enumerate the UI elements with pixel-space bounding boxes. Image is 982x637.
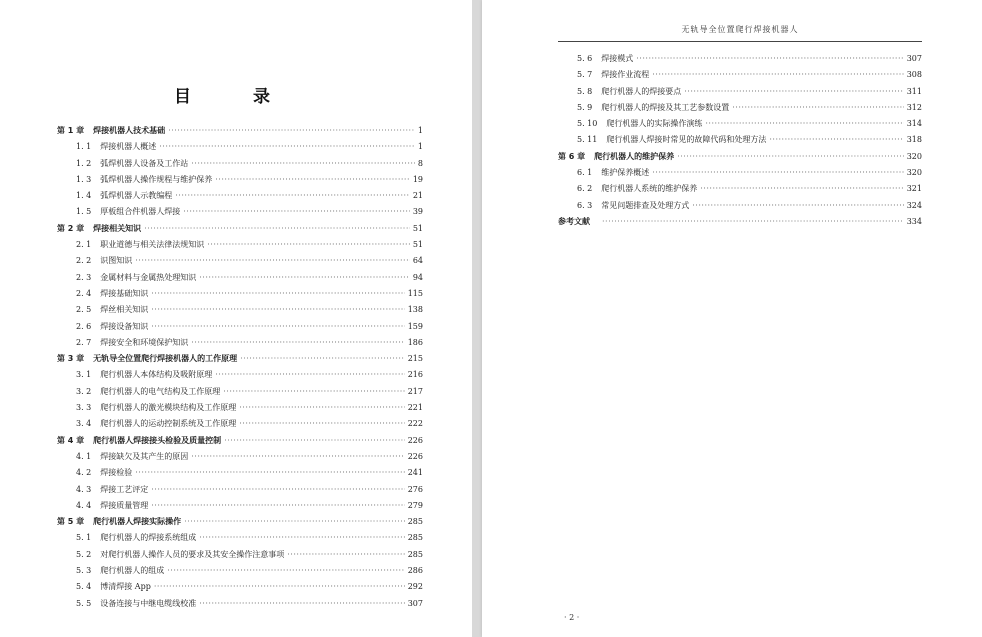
toc-entry-title: 焊接相关知识 [93, 223, 142, 233]
toc-section-entry[interactable] [558, 116, 922, 132]
toc-chapter-entry[interactable] [57, 351, 423, 367]
toc-entry-number: 5. 5 [76, 598, 92, 608]
toc-leader-dots [652, 67, 903, 83]
toc-section-entry[interactable] [57, 172, 423, 188]
toc-section-entry[interactable] [57, 367, 423, 383]
toc-entry-number: 4. 3 [76, 484, 92, 494]
toc-entry-page: 51 [412, 240, 423, 250]
toc-entry-title: 对爬行机器人操作人员的要求及其安全操作注意事项 [100, 549, 285, 559]
toc-section-entry[interactable] [57, 335, 423, 351]
toc-leader-dots [215, 172, 410, 188]
toc-list-left [57, 123, 423, 612]
toc-leader-dots [199, 270, 410, 286]
toc-list-right [558, 51, 922, 230]
toc-section-entry[interactable] [57, 384, 423, 400]
toc-leader-dots [175, 188, 410, 204]
toc-section-entry[interactable] [57, 416, 423, 432]
toc-entry-number: 2. 2 [76, 256, 92, 266]
toc-section-entry[interactable] [57, 253, 423, 269]
toc-entry-title: 爬行机器人的焊接要点 [601, 86, 682, 96]
toc-leader-dots [151, 482, 404, 498]
toc-entry-page: 285 [407, 533, 423, 543]
toc-entry-number: 1. 4 [76, 191, 92, 201]
toc-chapter-entry[interactable] [57, 123, 423, 139]
toc-leader-dots [191, 449, 404, 465]
toc-entry-number: 5. 6 [577, 54, 593, 63]
toc-leader-dots [151, 319, 404, 335]
toc-leader-dots [207, 237, 410, 253]
toc-entry-number: 6. 1 [577, 168, 593, 178]
toc-entry-number: 5. 1 [76, 533, 92, 543]
toc-entry-title: 爬行机器人的电气结构及工作原理 [100, 386, 221, 396]
toc-leader-dots [199, 596, 404, 612]
toc-entry-page: 286 [407, 566, 423, 576]
toc-entry-page: 51 [412, 223, 423, 233]
toc-section-entry[interactable] [57, 302, 423, 318]
toc-section-entry[interactable] [57, 156, 423, 172]
toc-leader-dots [732, 100, 903, 116]
toc-entry-number: 第 6 章 [558, 151, 586, 161]
toc-leader-dots [151, 302, 404, 318]
toc-entry-page: 94 [412, 272, 423, 282]
toc-leader-dots [224, 433, 405, 449]
toc-leader-dots [183, 204, 410, 220]
toc-entry-title: 爬行机器人的焊接及其工艺参数设置 [601, 102, 730, 112]
toc-section-entry[interactable] [57, 530, 423, 546]
toc-entry-page: 321 [906, 184, 922, 194]
toc-section-entry[interactable] [57, 498, 423, 514]
toc-entry-number: 2. 4 [76, 288, 92, 298]
toc-leader-dots [240, 351, 405, 367]
toc-leader-dots [184, 514, 405, 530]
toc-entry-page: 285 [407, 517, 423, 527]
toc-leader-dots [154, 579, 405, 595]
toc-leader-dots [168, 123, 415, 139]
toc-entry-page: 226 [407, 435, 423, 445]
toc-entry-number: 3. 3 [76, 403, 92, 413]
toc-entry-number: 6. 3 [577, 200, 593, 210]
toc-entry-page: 1 [417, 126, 423, 135]
toc-title: 目 录 [174, 87, 298, 107]
toc-entry-page: 320 [906, 168, 922, 178]
toc-leader-dots [684, 84, 903, 100]
toc-entry-title: 焊接检验 [100, 468, 133, 478]
toc-entry-title: 焊接作业流程 [601, 70, 650, 80]
toc-entry-number: 第 5 章 [57, 517, 85, 527]
toc-entry-title: 爬行机器人的激光模块结构及工作原理 [100, 403, 237, 413]
toc-entry-number: 4. 2 [76, 468, 92, 478]
toc-leader-dots [692, 198, 903, 214]
toc-entry-number: 5. 10 [577, 119, 598, 129]
toc-entry-number: 2. 6 [76, 321, 92, 331]
toc-section-entry[interactable] [558, 181, 922, 197]
toc-entry-title: 爬行机器人焊接实际操作 [93, 517, 182, 527]
toc-entry-page: 115 [407, 288, 423, 298]
toc-entry-page: 138 [407, 305, 423, 315]
toc-entry-title: 爬行机器人的维护保养 [594, 151, 675, 161]
toc-entry-page: 64 [412, 256, 423, 266]
toc-entry-page: 21 [412, 191, 423, 201]
toc-entry-title: 焊接设备知识 [100, 321, 149, 331]
toc-entry-number: 2. 3 [76, 272, 92, 282]
toc-entry-number: 第 3 章 [57, 354, 85, 364]
toc-entry-title: 识图知识 [100, 256, 133, 266]
toc-entry-title: 焊接安全和环境保护知识 [100, 337, 189, 347]
toc-entry-title: 爬行机器人的焊接系统组成 [100, 533, 197, 543]
toc-entry-number: 参考文献 [558, 216, 590, 226]
toc-entry-page: 39 [412, 207, 423, 217]
running-head: 无轨导全位置爬行焊接机器人 [558, 24, 922, 42]
toc-section-entry[interactable] [558, 198, 922, 214]
toc-section-entry[interactable] [57, 400, 423, 416]
toc-section-entry[interactable] [57, 237, 423, 253]
toc-leader-dots [135, 465, 404, 481]
toc-section-entry[interactable] [558, 132, 922, 148]
toc-entry-title: 焊接质量管理 [100, 500, 149, 510]
toc-entry-page: 217 [407, 386, 423, 396]
toc-leader-dots [151, 498, 404, 514]
toc-entry-page: 307 [407, 598, 423, 608]
toc-entry-page: 320 [906, 151, 922, 161]
toc-entry-title: 博清焊接 App [100, 582, 151, 592]
toc-section-entry[interactable] [57, 465, 423, 481]
toc-entry-number: 5. 11 [577, 135, 598, 145]
toc-entry-page: 324 [906, 200, 922, 210]
toc-entry-title: 金属材料与金属热处理知识 [100, 272, 197, 282]
toc-entry-title: 爬行机器人的运动控制系统及工作原理 [100, 419, 237, 429]
toc-section-entry[interactable] [57, 579, 423, 595]
toc-chapter-entry[interactable] [57, 433, 423, 449]
toc-entry-page: 311 [906, 86, 922, 96]
toc-entry-title: 常见问题排查及处理方式 [601, 200, 690, 210]
toc-section-entry[interactable] [57, 139, 423, 155]
toc-section-entry[interactable] [57, 286, 423, 302]
toc-entry-number: 6. 2 [577, 184, 593, 194]
toc-entry-title: 爬行机器人焊接接头检验及质量控制 [93, 435, 222, 445]
toc-entry-number: 第 2 章 [57, 223, 85, 233]
toc-entry-page: 215 [407, 354, 423, 364]
toc-entry-page: 159 [407, 321, 423, 331]
toc-leader-dots [159, 139, 415, 155]
toc-leader-dots [239, 416, 404, 432]
toc-leader-dots [705, 116, 903, 132]
toc-entry-number: 4. 4 [76, 500, 92, 510]
toc-entry-title: 焊接机器人概述 [100, 142, 157, 152]
toc-leader-dots [191, 335, 404, 351]
toc-entry-title: 焊丝相关知识 [100, 305, 149, 315]
toc-chapter-entry[interactable] [558, 149, 922, 165]
toc-section-entry[interactable] [57, 270, 423, 286]
toc-leader-dots [769, 132, 903, 148]
toc-entry-title: 焊接基础知识 [100, 288, 149, 298]
toc-entry-number: 4. 1 [76, 451, 92, 461]
toc-entry-number: 1. 5 [76, 207, 92, 217]
toc-entry-number: 5. 9 [577, 102, 593, 112]
toc-entry-title: 弧焊机器人示教编程 [100, 191, 173, 201]
toc-entry-number: 1. 2 [76, 158, 92, 168]
toc-entry-page: 312 [906, 102, 922, 112]
toc-entry-number: 5. 8 [577, 86, 593, 96]
toc-entry-title: 弧焊机器人设备及工作站 [100, 158, 189, 168]
toc-entry-title: 爬行机器人系统的维护保养 [601, 184, 698, 194]
toc-entry-title: 爬行机器人焊接时常见的故障代码和处理方法 [606, 135, 767, 145]
toc-entry-number: 第 1 章 [57, 126, 85, 135]
toc-leader-dots [191, 156, 415, 172]
toc-section-entry[interactable] [57, 547, 423, 563]
toc-entry-page: 307 [906, 54, 922, 63]
toc-entry-page: 334 [906, 216, 922, 226]
page-gutter [472, 0, 482, 637]
toc-chapter-entry[interactable] [558, 214, 922, 230]
toc-entry-number: 第 4 章 [57, 435, 85, 445]
toc-entry-title: 爬行机器人的组成 [100, 566, 165, 576]
toc-leader-dots [602, 214, 904, 230]
toc-leader-dots [677, 149, 904, 165]
toc-leader-dots [151, 286, 404, 302]
toc-entry-page: 314 [906, 119, 922, 129]
toc-entry-title: 维护保养概述 [601, 168, 650, 178]
toc-entry-number: 5. 7 [577, 70, 593, 80]
toc-leader-dots [167, 563, 404, 579]
toc-entry-page: 8 [417, 158, 423, 168]
toc-entry-title: 焊接工艺评定 [100, 484, 149, 494]
toc-entry-page: 276 [407, 484, 423, 494]
toc-section-entry[interactable] [57, 563, 423, 579]
toc-chapter-entry[interactable] [57, 514, 423, 530]
toc-entry-title: 无轨导全位置爬行焊接机器人的工作原理 [93, 354, 238, 364]
toc-entry-page: 318 [906, 135, 922, 145]
toc-entry-number: 3. 2 [76, 386, 92, 396]
toc-section-entry[interactable] [558, 165, 922, 181]
toc-section-entry[interactable] [57, 596, 423, 612]
toc-entry-number: 1. 3 [76, 174, 92, 184]
toc-section-entry[interactable] [57, 188, 423, 204]
toc-entry-page: 285 [407, 549, 423, 559]
toc-leader-dots [287, 547, 404, 563]
page-number: · 2 · [564, 613, 580, 622]
toc-entry-title: 职业道德与相关法律法规知识 [100, 240, 205, 250]
toc-entry-title: 焊接机器人技术基础 [93, 126, 166, 135]
toc-leader-dots [652, 165, 903, 181]
toc-entry-number: 2. 5 [76, 305, 92, 315]
toc-entry-page: 279 [407, 500, 423, 510]
toc-entry-page: 308 [906, 70, 922, 80]
toc-entry-title: 焊接模式 [601, 54, 634, 63]
toc-entry-page: 1 [417, 142, 423, 152]
toc-leader-dots [215, 367, 404, 383]
toc-leader-dots [636, 51, 903, 67]
toc-entry-page: 292 [407, 582, 423, 592]
toc-entry-page: 221 [407, 403, 423, 413]
toc-section-entry[interactable] [558, 51, 922, 67]
toc-entry-number: 2. 1 [76, 240, 92, 250]
toc-leader-dots [223, 384, 404, 400]
toc-entry-number: 1. 1 [76, 142, 92, 152]
toc-entry-title: 弧焊机器人操作规程与维护保养 [100, 174, 213, 184]
toc-section-entry[interactable] [558, 100, 922, 116]
toc-leader-dots [135, 253, 410, 269]
toc-entry-page: 19 [412, 174, 423, 184]
toc-leader-dots [239, 400, 404, 416]
toc-entry-number: 3. 1 [76, 370, 92, 380]
toc-leader-dots [700, 181, 903, 197]
toc-entry-title: 爬行机器人本体结构及吸附原理 [100, 370, 213, 380]
toc-entry-number: 3. 4 [76, 419, 92, 429]
toc-entry-page: 226 [407, 451, 423, 461]
toc-entry-page: 241 [407, 468, 423, 478]
toc-entry-number: 5. 4 [76, 582, 92, 592]
toc-leader-dots [199, 530, 404, 546]
toc-section-entry[interactable] [57, 482, 423, 498]
toc-entry-number: 5. 2 [76, 549, 92, 559]
toc-section-entry[interactable] [57, 319, 423, 335]
toc-entry-title: 厚板组合件机器人焊接 [100, 207, 181, 217]
toc-entry-page: 222 [407, 419, 423, 429]
toc-entry-title: 爬行机器人的实际操作演练 [606, 119, 703, 129]
toc-section-entry[interactable] [57, 449, 423, 465]
toc-entry-page: 186 [407, 337, 423, 347]
toc-section-entry[interactable] [57, 204, 423, 220]
toc-chapter-entry[interactable] [57, 221, 423, 237]
toc-section-entry[interactable] [558, 84, 922, 100]
toc-entry-title: 焊接缺欠及其产生的原因 [100, 451, 189, 461]
toc-entry-title: 设备连接与中继电缆线校准 [100, 598, 197, 608]
toc-entry-page: 216 [407, 370, 423, 380]
toc-section-entry[interactable] [558, 67, 922, 83]
toc-leader-dots [144, 221, 410, 237]
toc-entry-number: 5. 3 [76, 566, 92, 576]
toc-entry-number: 2. 7 [76, 337, 92, 347]
